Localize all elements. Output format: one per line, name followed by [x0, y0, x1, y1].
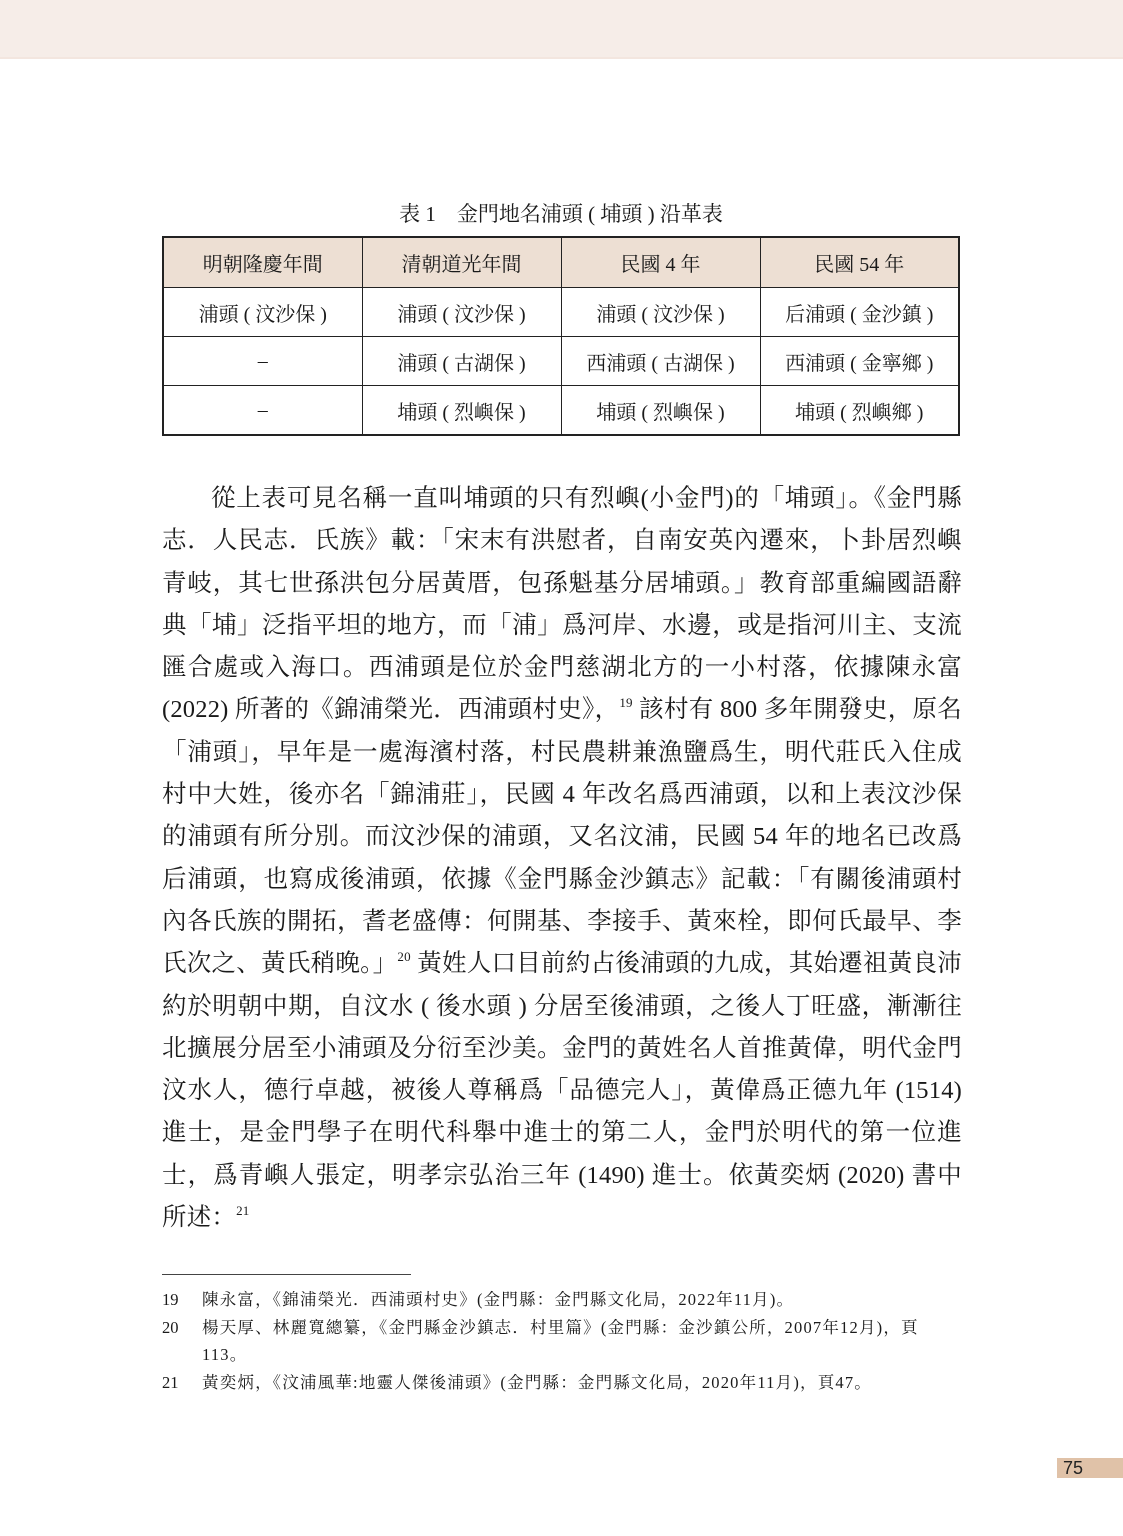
page-number-tab — [1057, 1458, 1123, 1478]
table-cell: 西浦頭 ( 金寧鄉 ) — [760, 337, 959, 386]
table-cell: – — [163, 337, 362, 386]
table-caption: 表 1 金門地名浦頭 ( 埔頭 ) 沿革表 — [399, 202, 723, 226]
body-paragraph — [162, 478, 962, 1239]
table-cell: 埔頭 ( 烈嶼保 ) — [362, 386, 561, 436]
table-cell: 浦頭 ( 古湖保 ) — [362, 337, 561, 386]
table-row — [163, 288, 959, 337]
header-band — [0, 0, 1123, 59]
table-cell: 浦頭 ( 汶沙保 ) — [362, 288, 561, 337]
footnote-text: 陳永富，《錦浦榮光．西浦頭村史》(金門縣：金門縣文化局，2022年11月)。 — [202, 1290, 795, 1309]
table-header-row — [163, 237, 959, 288]
footnote-number: 21 — [162, 1372, 179, 1392]
table-cell: 浦頭 ( 汶沙保 ) — [163, 288, 362, 337]
footnote-item — [162, 1369, 962, 1397]
footnote-number: 20 — [162, 1317, 179, 1337]
table-cell: 西浦頭 ( 古湖保 ) — [561, 337, 760, 386]
footnote-text: 黃奕炳，《汶浦風華:地靈人傑後浦頭》(金門縣：金門縣文化局，2020年11月)，頁47。 — [202, 1372, 873, 1392]
page-number: 75 — [1063, 1458, 1084, 1478]
column-header: 明朝隆慶年間 — [163, 237, 362, 288]
table-row — [163, 337, 959, 386]
footnote-text: 楊天厚、林麗寬總纂，《金門縣金沙鎮志．村里篇》(金門縣：金沙鎮公所，2007年12月)，頁113。 — [202, 1317, 919, 1364]
table-row — [163, 386, 959, 436]
table-cell: 埔頭 ( 烈嶼保 ) — [561, 386, 760, 436]
body-text-segment: 該村有 800 多年開發史，原名「浦頭」，早年是一處海濱村落，村民農耕兼漁鹽爲生，明代莊氏入住成村中大姓，後亦名「錦浦莊」，民國 4 年改名爲西浦頭，以和上表汶沙保的浦頭有所分別。而汶沙保的浦頭，又名汶浦，民國 54 年的地名已改爲后浦頭，也寫成後浦頭，依據《金門縣金沙鎮志》記載：「有關後浦頭村內各氏族的開拓，耆老盛傳：何開基、李接手、黃來栓，即何氏最早、李氏次之、黃氏稍晚。」 — [162, 696, 962, 978]
footnotes — [162, 1286, 962, 1396]
body-text-segment: 從上表可見名稱一直叫埔頭的只有烈嶼(小金門)的「埔頭」。《金門縣志．人民志．氏族》載：「宋末有洪慰者，自南安英內遷來，卜卦居烈嶼青岐，其七世孫洪包分居黃厝，包孫魁基分居埔頭。」教育部重編國語辭典「埔」泛指平坦的地方，而「浦」爲河岸、水邊，或是指河川主、支流匯合處或入海口。西浦頭是位於金門慈湖北方的一小村落，依據陳永富 (2022) 所著的《錦浦榮光．西浦頭村史》， — [162, 485, 962, 724]
footnote-ref[interactable]: 19 — [619, 695, 633, 711]
column-header: 清朝道光年間 — [362, 237, 561, 288]
column-header: 民國 54 年 — [760, 237, 959, 288]
column-header: 民國 4 年 — [561, 237, 760, 288]
table-cell: 埔頭 ( 烈嶼鄉 ) — [760, 386, 959, 436]
body-text-segment: 黃姓人口目前約占後浦頭的九成，其始遷祖黃良沛約於明朝中期，自汶水 ( 後水頭 ) 分居至後浦頭，之後人丁旺盛，漸漸往北擴展分居至小浦頭及分衍至沙美。金門的黃姓名人首推黃偉，明代金門汶水人，德行卓越，被後人尊稱爲「品德完人」，黃偉爲正德九年 (1514) 進士，是金門學子在明代科舉中進士的第二人，金門於明代的第一位進士，爲青嶼人張定，明孝宗弘治三年 (1490) 進士。依黃奕炳 (2020) 書中所述： — [162, 950, 963, 1232]
table-cell: – — [163, 386, 362, 436]
footnote-item — [162, 1286, 962, 1314]
body-paragraph-block — [162, 478, 962, 1239]
footnote-item — [162, 1314, 962, 1369]
footnote-divider — [162, 1274, 411, 1275]
footnote-ref[interactable]: 21 — [236, 1203, 250, 1219]
place-name-history-table — [162, 236, 960, 436]
table-cell: 浦頭 ( 汶沙保 ) — [561, 288, 760, 337]
table-cell: 后浦頭 ( 金沙鎮 ) — [760, 288, 959, 337]
footnote-ref[interactable]: 20 — [397, 949, 411, 965]
footnote-number: 19 — [162, 1290, 179, 1309]
